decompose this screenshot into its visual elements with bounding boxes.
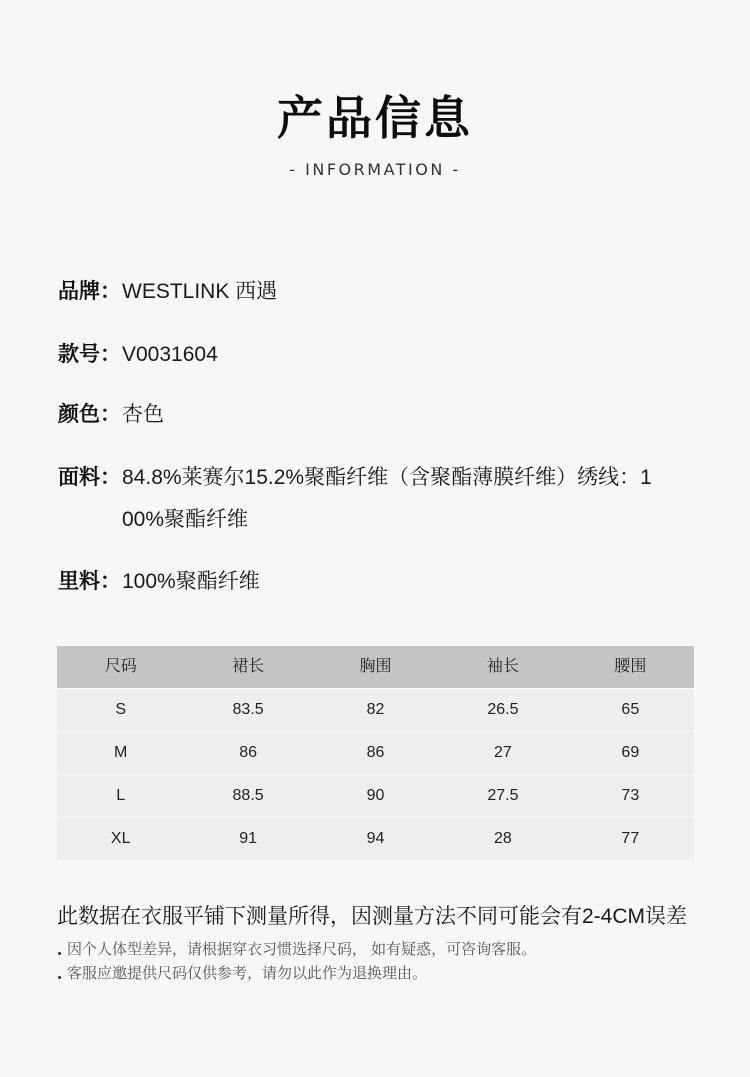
table-cell: XL — [110, 830, 131, 847]
page-subtitle: - INFORMATION - — [289, 160, 461, 179]
table-cell: 82 — [366, 701, 385, 718]
table-cell: 91 — [239, 830, 257, 847]
table-header-cell: 胸围 — [359, 658, 392, 675]
table-cell: 69 — [621, 744, 640, 761]
info-row-brand — [58, 271, 718, 313]
color-value: 杏色 — [122, 403, 164, 426]
fabric-value-line: 00%聚酯纤维 — [122, 508, 249, 531]
note-text: 因个人体型差异，请根据穿衣习惯选择尺码， 如有疑惑，可咨询客服。 — [67, 941, 537, 958]
style-number-label: 款号： — [58, 343, 121, 366]
size-table — [57, 646, 694, 860]
info-row-style-number — [58, 334, 718, 376]
table-cell: 65 — [621, 701, 640, 718]
table-cell: 88.5 — [232, 787, 264, 804]
lining-value: 100%聚酯纤维 — [122, 570, 260, 593]
page-title: 产品信息 — [277, 91, 473, 145]
notes-list — [57, 938, 717, 986]
info-row-color — [58, 394, 718, 436]
table-header-cell: 裙长 — [232, 658, 265, 675]
fabric-label: 面料： — [58, 466, 121, 489]
table-cell: S — [115, 701, 127, 718]
fabric-value-line: 84.8%莱赛尔15.2%聚酯纤维（含聚酯薄膜纤维）绣线：1 — [122, 466, 652, 489]
table-cell: M — [114, 744, 128, 761]
table-cell: 90 — [366, 787, 385, 804]
list-item — [57, 938, 717, 962]
measurement-disclaimer: 此数据在衣服平铺下测量所得，因测量方法不同可能会有2-4CM误差 — [57, 905, 688, 928]
brand-value: WESTLINK 西遇 — [122, 280, 278, 303]
table-cell: 83.5 — [232, 701, 264, 718]
table-cell: 27 — [494, 744, 512, 761]
table-cell: 94 — [366, 830, 385, 847]
info-row-lining — [58, 561, 718, 603]
table-cell: 86 — [366, 744, 385, 761]
info-row-fabric — [58, 457, 718, 541]
table-row — [57, 774, 694, 817]
note-text: 客服应邀提供尺码仅供参考，请勿以此作为退换理由。 — [67, 965, 428, 982]
table-cell: 86 — [239, 744, 257, 761]
style-number-value: V0031604 — [122, 343, 218, 366]
list-item — [57, 962, 717, 986]
table-row — [57, 688, 694, 731]
bullet-dot-icon — [58, 976, 61, 979]
lining-label: 里料： — [58, 570, 121, 593]
table-cell: 73 — [621, 787, 640, 804]
table-row — [57, 817, 694, 860]
color-label: 颜色： — [58, 403, 121, 426]
brand-label: 品牌： — [58, 280, 121, 303]
table-header-cell: 袖长 — [486, 658, 519, 675]
table-header-cell: 尺码 — [104, 658, 137, 675]
table-cell: L — [116, 787, 126, 804]
table-header-cell: 腰围 — [614, 658, 647, 675]
table-header-row — [57, 646, 694, 688]
table-cell: 77 — [621, 830, 640, 847]
fabric-value — [122, 457, 652, 541]
bullet-dot-icon — [58, 952, 61, 955]
table-row — [57, 731, 694, 774]
table-cell: 27.5 — [487, 787, 519, 804]
table-cell: 26.5 — [487, 701, 519, 718]
table-cell: 28 — [494, 830, 512, 847]
